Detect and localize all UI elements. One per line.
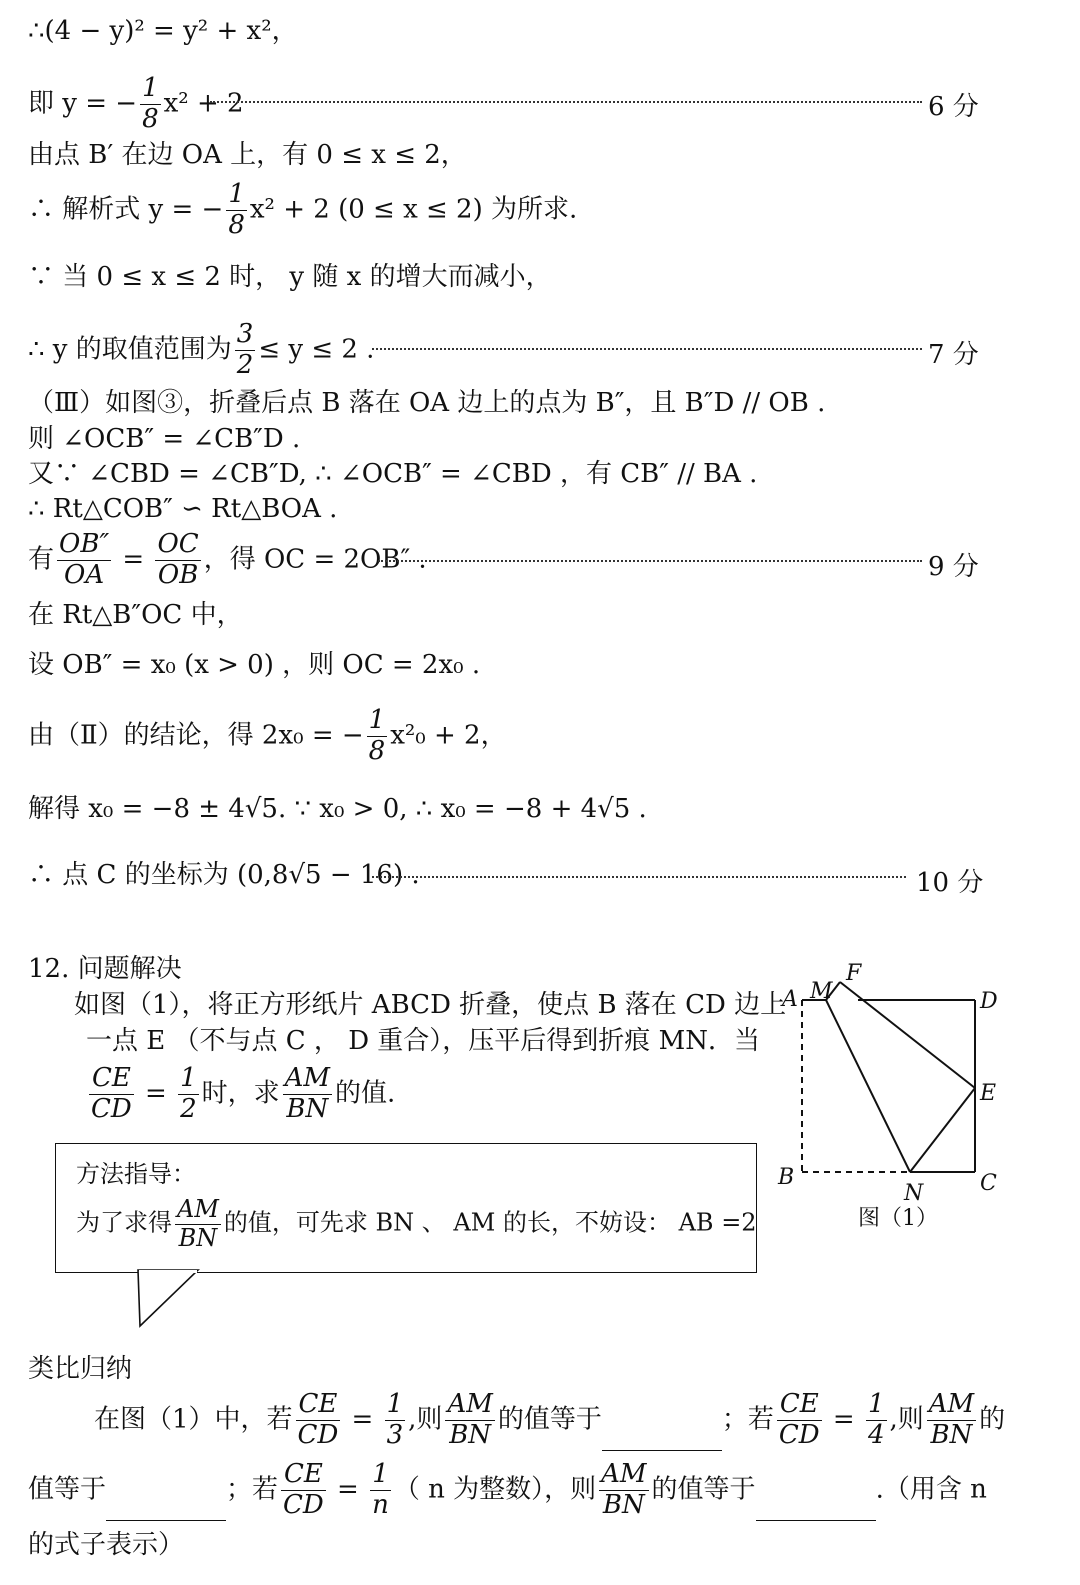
label-e: E [980,1081,997,1106]
analog-line-1: 在图（1）中，若 $\frac{CE}{CD}$ = $\frac{1}{3}$ ,则 $\frac{AM}{BN}$ 的值等于 ；若 $\frac{CE}{CD}$ = $\frac{1}{4}$ ,则 $\frac{AM}{BN}$ 的 [94,1389,1006,1450]
solution-line-6 [28,320,374,381]
problem-text-2: 一点 E （不与点 C ， D 重合），压平后得到折痕 MN．当 [86,1026,760,1056]
callout-tail [130,1270,210,1330]
solution-line-15: 解得 x₀ = −8 ± 4√5. ∵ x₀ > 0, ∴ x₀ = −8 + 4√5 . [28,794,647,824]
fraction-ce-cd: $\frac{CE}{CD}$ [91,1063,132,1124]
dot-leader [210,101,922,103]
label-f: F [846,961,862,986]
solution-line-16: ∴ 点 C 的坐标为 (0,8√5 − 16) . [28,860,420,890]
fraction-ce-cd: $\frac{CE}{CD}$ [778,1389,820,1450]
label-b: B [778,1165,795,1190]
l2-text-b: x² + 2 [163,88,244,119]
fraction-am-bn: $\frac{AM}{BN}$ [601,1459,647,1520]
fraction-3-2: $\frac{3}{2}$ [236,319,254,380]
l4-text-b: x² + 2 (0 ≤ x ≤ 2) 为所求. [249,194,578,225]
l2-text-a: 即 y = − [28,88,138,119]
fraction-1-2: $\frac{1}{2}$ [180,1063,197,1124]
fraction-am-bn: $\frac{AM}{BN}$ [447,1389,493,1450]
figure-caption: 图（1） [858,1206,938,1231]
q1-text-f: 的 [979,1404,1006,1435]
solution-line-4 [28,180,577,241]
p3-text-b: 时，求 [201,1078,280,1109]
l11-text-a: 有 [28,544,55,575]
q1-text-d: ；若 [721,1404,774,1435]
fraction-1-n: $\frac{1}{n}$ [372,1459,389,1520]
q1-text-a: 在图（1）中，若 [94,1404,293,1435]
label-a: A [782,987,798,1012]
score-6: 6 分 [928,92,979,122]
hint-text-b: 的值，可先求 BN 、 AM 的长，不妨设： AB =2 [223,1208,757,1237]
fraction-1-4: $\frac{1}{4}$ [867,1389,885,1450]
analog-line-3: 的式子表示） [28,1530,185,1560]
q1-text-e: ,则 [889,1404,924,1435]
solution-line-12: 在 Rt△B″OC 中， [28,600,243,630]
solution-line-11: 有 $\frac{OB''}{OA}$ = $\frac{OC}{OB}$ ，得 OC = 2OB″ . [28,529,427,590]
solution-line-3: 由点 B′ 在边 OA 上，有 0 ≤ x ≤ 2， [28,140,467,170]
l14-text-b: x²₀ + 2， [390,720,507,751]
score-7: 7 分 [928,340,979,370]
fraction-1-8: $\frac{1}{8}$ [368,705,386,766]
q2-text-c: （ n 为整数），则 [393,1474,597,1505]
hint-text-a: 为了求得 [76,1208,172,1237]
q1-text-b: ,则 [408,1404,443,1435]
l6-text-a: ∴ y 的取值范围为 [28,334,232,365]
answer-blank-2[interactable] [106,1492,226,1521]
problem-heading: 12. 问题解决 [28,954,182,984]
edge-en [910,1088,975,1172]
fraction-1-8: $\frac{1}{8}$ [142,73,159,134]
fraction-am-bn: $\frac{AM}{BN}$ [928,1389,975,1450]
solution-line-13: 设 OB″ = x₀ (x > 0) ，则 OC = 2x₀ . [28,650,481,680]
solution-line-1: ∴(4 − y)² = y² + x²， [28,16,298,46]
l11-text-b: ，得 OC = 2OB″ . [203,544,427,575]
label-c: C [980,1171,997,1196]
analog-line-2: 值等于 ；若 $\frac{CE}{CD}$ = $\frac{1}{n}$ （ n 为整数），则 $\frac{AM}{BN}$ 的值等于 .（用含 n [28,1459,987,1520]
figure-1-square-fold [770,960,1010,1206]
solution-line-8: 则 ∠OCB″ = ∠CB″D . [28,424,301,454]
fraction-ce-cd: $\frac{CE}{CD}$ [283,1459,324,1520]
q2-text-d: 的值等于 [651,1474,756,1505]
q2-text-b: ；若 [226,1474,279,1505]
fraction-am-bn: $\frac{AM}{BN}$ [284,1063,331,1124]
p3-text-c: 的值. [335,1078,396,1109]
fraction-1-8: $\frac{1}{8}$ [228,179,245,240]
q2-text-e: .（用含 n [875,1474,987,1505]
problem-text-3: $\frac{CE}{CD}$ = $\frac{1}{2}$ 时，求 $\frac{AM}{BN}$ 的值. [91,1063,396,1124]
answer-blank-3[interactable] [756,1492,876,1521]
label-m: M [810,979,833,1004]
fraction-am-bn: $\frac{AM}{BN}$ [177,1195,219,1252]
answer-blank-1[interactable] [602,1422,722,1451]
dot-leader [378,560,922,562]
solution-line-5: ∵ 当 0 ≤ x ≤ 2 时， y 随 x 的增大而减小， [28,262,552,292]
solution-line-9: 又∵ ∠CBD = ∠CB″D, ∴ ∠OCB″ = ∠CBD ，有 CB″ // BA . [28,459,758,489]
q1-text-c: 的值等于 [497,1404,602,1435]
solution-line-10: ∴ Rt△COB″ ∽ Rt△BOA . [28,494,338,524]
problem-text-1: 如图（1），将正方形纸片 ABCD 折叠，使点 B 落在 CD 边上 [74,990,787,1020]
score-9: 9 分 [928,552,979,582]
dot-leader [372,348,922,350]
solution-line-14 [28,706,507,767]
fraction-ce-cd: $\frac{CE}{CD}$ [297,1389,339,1450]
l4-text-a: ∴ 解析式 y = − [28,194,224,225]
l14-text-a: 由（Ⅱ）的结论，得 2x₀ = − [28,720,364,751]
hint-box [55,1143,757,1273]
analog-title: 类比归纳 [28,1354,133,1384]
hint-text [76,1196,757,1252]
dot-leader [372,876,906,878]
hint-title: 方法指导： [76,1160,196,1188]
l6-text-b: ≤ y ≤ 2 . [258,334,375,365]
fraction-1-3: $\frac{1}{3}$ [386,1389,404,1450]
solution-line-7: （Ⅲ）如图③，折叠后点 B 落在 OA 边上的点为 B″，且 B″D // OB . [28,388,826,418]
score-10: 10 分 [916,868,984,898]
solution-line-2 [28,74,244,135]
fraction-ob-oa: $\frac{OB''}{OA}$ [59,529,110,590]
label-d: D [980,989,998,1014]
q2-text-a: 值等于 [28,1474,107,1505]
fraction-oc-ob: $\frac{OC}{OB}$ [157,529,199,590]
label-n: N [904,1181,924,1206]
